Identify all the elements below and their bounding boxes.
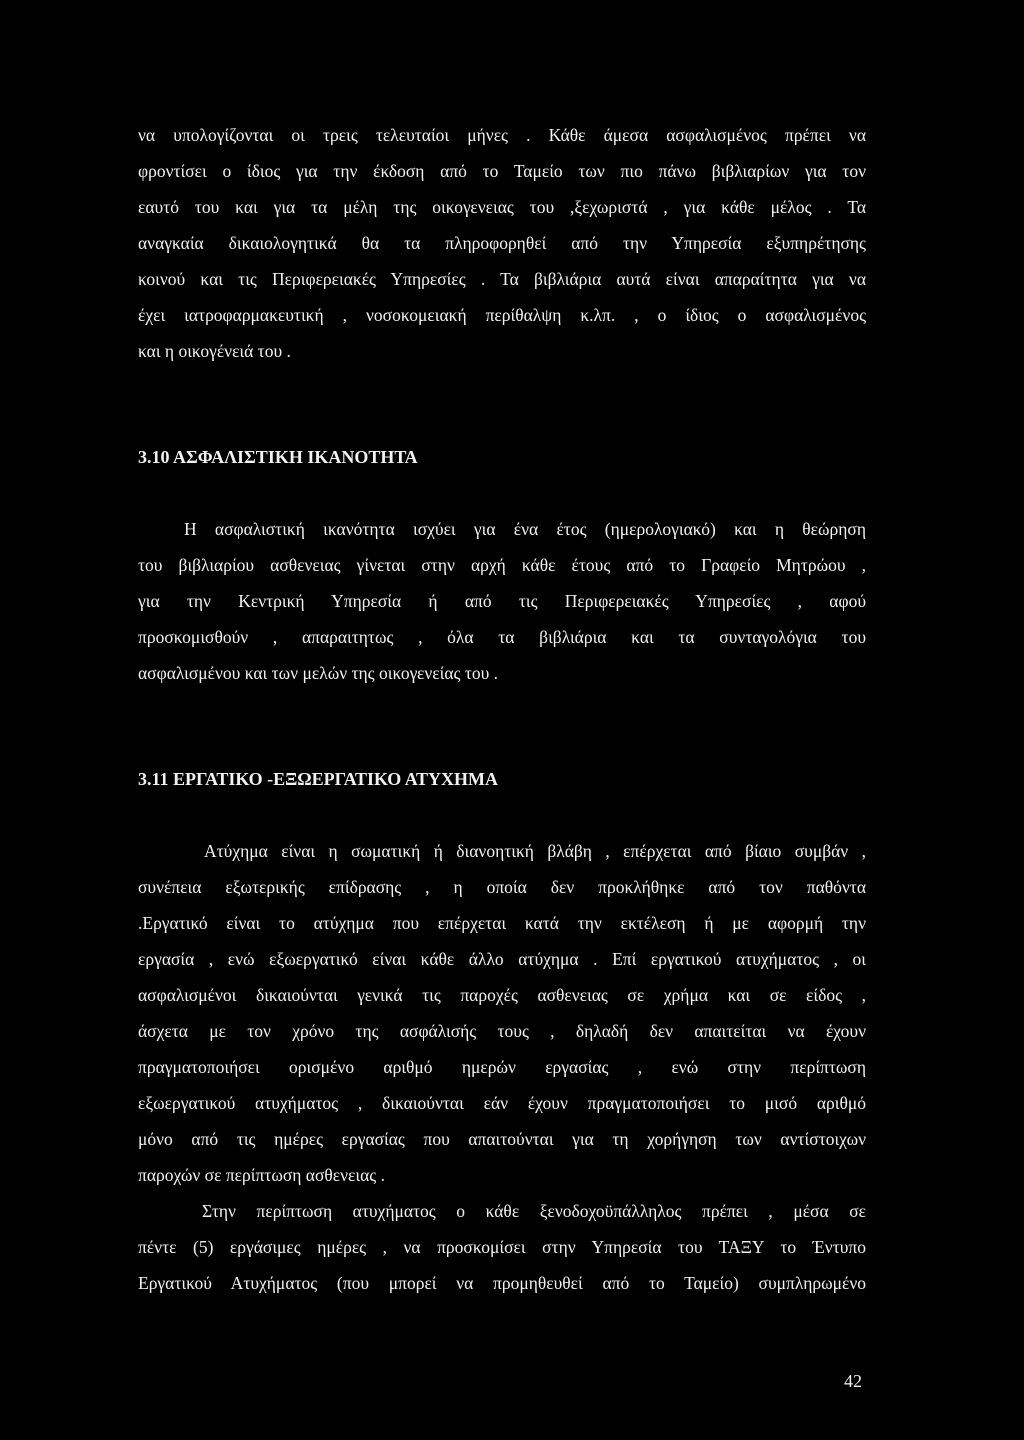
body-text-line: .Εργατικό είναι το ατύχημα που επέρχεται κατά την εκτέλεση ή με αφορμή την: [138, 913, 866, 933]
body-text-line: αναγκαία δικαιολογητικά θα τα πληροφορηθεί από την Υπηρεσία εξυπηρέτησης: [138, 233, 866, 253]
body-text-line: προσκομισθούν , απαραιτητως , όλα τα βιβλιάρια και τα συνταγολόγια του: [138, 627, 866, 647]
body-text-line: κοινού και τις Περιφερειακές Υπηρεσίες . Τα βιβλιάρια αυτά είναι απαραίτητα για να: [138, 269, 866, 289]
section-heading-3-11: 3.11 ΕΡΓΑΤΙΚΟ -ΕΞΩΕΡΓΑΤΙΚΟ ΑΤΥΧΗΜΑ: [138, 769, 498, 789]
body-text-line: άσχετα με τον χρόνο της ασφάλισής τους , δηλαδή δεν απαιτείται να έχουν: [138, 1021, 866, 1041]
body-text-line: έχει ιατροφαρμακευτική , νοσοκομειακή περίθαλψη κ.λπ. , ο ίδιος ο ασφαλισμένος: [138, 305, 866, 325]
body-text-line: Η ασφαλιστική ικανότητα ισχύει για ένα έτος (ημερολογιακό) και η θεώρηση: [184, 519, 866, 539]
body-text-line: παροχών σε περίπτωση ασθενειας .: [138, 1165, 385, 1185]
body-text-line: ασφαλισμένου και των μελών της οικογενείας του .: [138, 663, 499, 683]
body-text-line: εξωεργατικού ατυχήματος , δικαιούνται εάν έχουν πραγματοποιήσει το μισό αριθμό: [138, 1093, 866, 1113]
body-text-line: εαυτό του και για τα μέλη της οικογενειας του ,ξεχωριστά , για κάθε μέλος . Τα: [138, 197, 866, 217]
body-text-line: ασφαλισμένοι δικαιούνται γενικά τις παροχές ασθενειας σε χρήμα και σε είδος ,: [138, 985, 866, 1005]
body-text-line: φροντίσει ο ίδιος για την έκδοση από το Ταμείο των πιο πάνω βιβλιαρίων για τον: [138, 161, 866, 181]
body-text-line: για την Κεντρική Υπηρεσία ή από τις Περιφερειακές Υπηρεσίες , αφού: [138, 591, 866, 611]
body-text-line: πραγματοποιήσει ορισμένο αριθμό ημερών εργασίας , ενώ στην περίπτωση: [138, 1057, 866, 1077]
body-text-line: πέντε (5) εργάσιμες ημέρες , να προσκομίσει στην Υπηρεσία του ΤΑΞΥ το Έντυπο: [138, 1237, 866, 1257]
body-text-line: συνέπεια εξωτερικής επίδρασης , η οποία δεν προκλήθηκε από τον παθόντα: [138, 877, 866, 897]
body-text-line: εργασία , ενώ εξωεργατικό είναι κάθε άλλο ατύχημα . Επί εργατικού ατυχήματος , οι: [138, 949, 866, 969]
body-text-line: να υπολογίζονται οι τρεις τελευταίοι μήνες . Κάθε άμεσα ασφαλισμένος πρέπει να: [138, 125, 866, 145]
body-text-line: Εργατικού Ατυχήματος (που μπορεί να προμηθευθεί από το Ταμείο) συμπληρωμένο: [138, 1273, 866, 1293]
body-text-line: του βιβλιαρίου ασθενειας γίνεται στην αρχή κάθε έτους από το Γραφείο Μητρώου ,: [138, 555, 866, 575]
body-text-line: και η οικογένειά του .: [138, 341, 291, 361]
page-number: 42: [844, 1371, 862, 1391]
body-text-line: μόνο από τις ημέρες εργασίας που απαιτούνται για τη χορήγηση των αντίστοιχων: [138, 1129, 866, 1149]
section-heading-3-10: 3.10 ΑΣΦΑΛΙΣΤΙΚΗ ΙΚΑΝΟΤΗΤΑ: [138, 447, 418, 467]
body-text-line: Στην περίπτωση ατυχήματος ο κάθε ξενοδοχοϋπάλληλος πρέπει , μέσα σε: [202, 1201, 866, 1221]
body-text-line: Ατύχημα είναι η σωματική ή διανοητική βλάβη , επέρχεται από βίαιο συμβάν ,: [204, 841, 866, 861]
